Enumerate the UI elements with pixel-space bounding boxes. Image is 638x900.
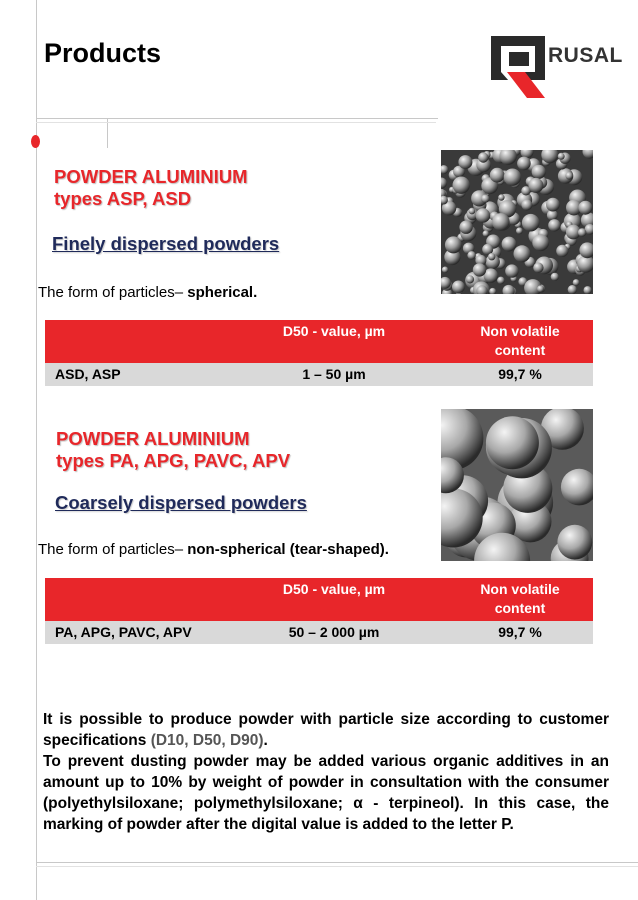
particle <box>502 237 517 252</box>
particle <box>532 234 549 251</box>
particle <box>453 177 470 194</box>
particle <box>546 198 560 212</box>
tear-shaped-particles-image <box>441 409 593 561</box>
particle <box>522 214 540 232</box>
particle <box>521 199 532 210</box>
section1-form-line <box>38 284 257 301</box>
particle <box>578 228 586 236</box>
frame-top-line <box>36 118 438 119</box>
particle <box>492 213 510 231</box>
particle <box>565 172 573 180</box>
section2-form-prefix: The form of particles– <box>38 541 188 558</box>
header-d50: D50 - value, µm <box>282 323 386 339</box>
particle <box>459 221 472 234</box>
particle <box>516 227 523 234</box>
section1-form-prefix: The form of particles– <box>38 284 188 301</box>
particle <box>486 416 539 469</box>
particle <box>578 201 592 215</box>
frame-bottom-line <box>36 862 638 863</box>
row-nonvolatile: 99,7 % <box>498 624 542 640</box>
particle <box>503 285 515 294</box>
particle <box>568 285 577 294</box>
row-product: ASD, ASP <box>55 366 121 382</box>
body-p1-end: . <box>263 732 268 749</box>
header-nonvolatile-line2: content <box>494 342 546 358</box>
body-paragraph-2: To prevent dusting powder may be added various organic additives in an amount up to 10% by weight of powder in consultation with the consumer (polyethylsiloxane; polymethylsiloxane; α - terpineol). In this case, the marking of powder after the digital value is added to the letter P. <box>43 753 609 833</box>
particle <box>467 251 475 259</box>
row-d50: 50 – 2 000 µm <box>288 624 380 640</box>
row-nonvolatile: 99,7 % <box>498 366 542 382</box>
particle <box>504 169 521 186</box>
particle <box>532 165 546 179</box>
table-header <box>45 320 593 363</box>
red-marker-dot <box>31 135 40 148</box>
particle <box>473 263 486 276</box>
particle <box>561 469 593 506</box>
particle <box>548 219 560 231</box>
particle <box>441 178 447 189</box>
frame-bottom-line-shadow <box>36 866 638 867</box>
tear-shaped-particles-photo <box>441 409 593 561</box>
rusal-logo-icon <box>487 32 549 102</box>
particle <box>533 263 543 273</box>
section2-table <box>45 578 593 644</box>
particle <box>558 153 565 160</box>
particle <box>517 157 531 171</box>
body-p1-spec: (D10, D50, D90) <box>150 732 264 749</box>
section2-heading <box>56 428 290 472</box>
particle <box>537 285 544 292</box>
particle <box>556 245 568 257</box>
particle <box>481 195 489 203</box>
particle <box>452 281 465 294</box>
body-p1-text: It is possible to produce powder with particle size according to customer specifications <box>43 711 609 749</box>
particle <box>551 273 559 281</box>
particle <box>483 230 489 236</box>
section2-subheading: Coarsely dispersed powders <box>55 492 307 513</box>
particle <box>514 245 531 262</box>
particle <box>441 165 448 174</box>
particle <box>505 264 518 277</box>
particle <box>557 525 592 560</box>
header-nonvolatile <box>455 322 585 360</box>
logo-text: RUSAL <box>548 44 623 67</box>
section1-table <box>45 320 593 386</box>
section2-heading-line2: types PA, APG, PAVC, APV <box>56 450 291 471</box>
section1-form-value: spherical. <box>187 284 258 301</box>
frame-top-line-shadow <box>36 122 436 123</box>
particle <box>573 279 580 286</box>
section1-heading <box>54 166 248 210</box>
table-header <box>45 578 593 621</box>
particle <box>469 208 476 215</box>
particle <box>466 275 474 283</box>
table-row <box>45 621 593 644</box>
header-nonvolatile <box>455 580 585 618</box>
particle <box>445 236 462 253</box>
table-row <box>45 363 593 386</box>
section1-heading-line1: POWDER ALUMINIUM <box>54 166 248 187</box>
particle <box>458 155 472 169</box>
section1-heading-line2: types ASP, ASD <box>54 188 192 209</box>
body-text <box>43 709 609 835</box>
header-nonvolatile-line1: Non volatile <box>480 581 560 597</box>
row-d50: 1 – 50 µm <box>302 366 366 382</box>
particle <box>498 194 504 200</box>
spherical-particles-photo <box>441 150 593 294</box>
particle <box>476 208 491 223</box>
particle <box>442 267 448 273</box>
header-nonvolatile-line1: Non volatile <box>480 323 560 339</box>
particle <box>478 152 488 162</box>
header-d50: D50 - value, µm <box>282 581 386 597</box>
particle <box>497 277 505 285</box>
particle <box>488 253 495 260</box>
page-title: Products <box>44 38 162 68</box>
section1-subheading: Finely dispersed powders <box>52 233 280 254</box>
section2-heading-line1: POWDER ALUMINIUM <box>56 428 250 449</box>
section2-form-line <box>38 541 389 558</box>
particle <box>583 150 594 159</box>
body-paragraph-1 <box>43 709 609 751</box>
spherical-particles-image <box>441 150 593 294</box>
particle <box>584 286 592 294</box>
particle <box>489 288 496 294</box>
header-nonvolatile-line2: content <box>494 600 546 616</box>
particle <box>528 178 543 193</box>
particle <box>490 168 505 183</box>
row-product: PA, APG, PAVC, APV <box>55 624 192 640</box>
section2-form-value: non-spherical (tear-shaped). <box>187 541 389 558</box>
